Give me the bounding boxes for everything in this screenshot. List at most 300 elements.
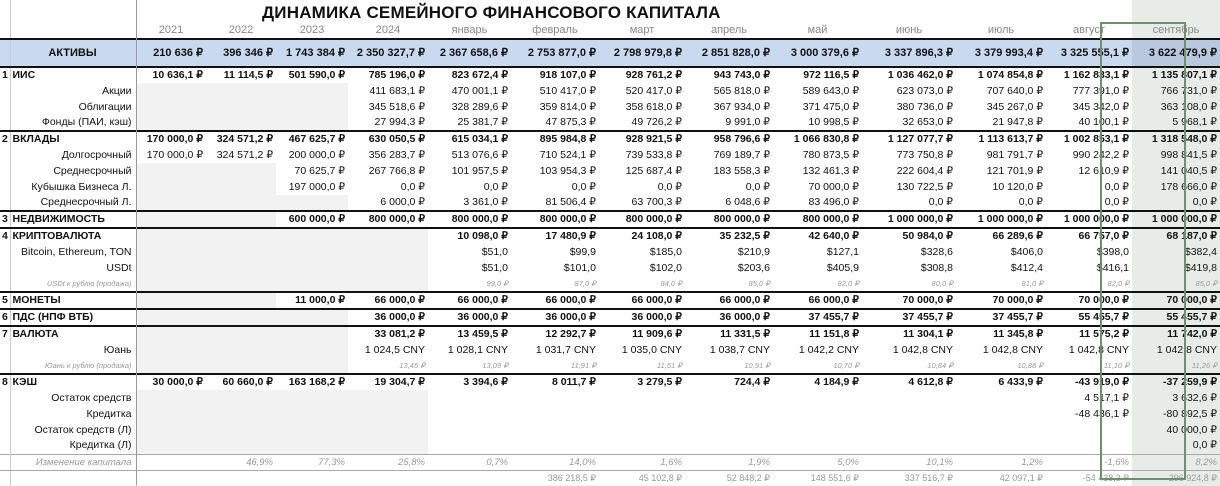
value-cell[interactable]: 513 076,6 ₽ — [451, 148, 508, 161]
row-label[interactable]: ПДС (НПФ ВТБ) — [10, 309, 136, 326]
value-cell[interactable]: $416,1 — [1096, 261, 1129, 274]
value-cell[interactable]: 40 100,1 ₽ — [1078, 116, 1129, 128]
value-cell[interactable] — [348, 228, 428, 244]
value-cell[interactable]: 981 791,7 ₽ — [986, 148, 1043, 161]
value-cell[interactable]: 82,0 ₽ — [837, 279, 859, 288]
value-cell[interactable]: 10,91 ₽ — [744, 361, 770, 370]
value-cell[interactable]: 630 050,5 ₽ — [348, 131, 428, 147]
value-cell[interactable]: 800 000,0 ₽ — [511, 211, 599, 228]
assets-total-cell[interactable]: 3 379 993,4 ₽ — [956, 39, 1046, 67]
value-cell[interactable]: 800 000,0 ₽ — [348, 211, 428, 228]
value-cell[interactable] — [773, 422, 862, 438]
value-cell[interactable]: 1 000 000,0 ₽ — [862, 211, 956, 228]
savings-cell[interactable] — [136, 470, 206, 486]
column-header[interactable]: 2021 — [158, 24, 184, 36]
change-cell[interactable]: 25,8% — [348, 454, 428, 470]
row-label[interactable]: Остаток средств (Л) — [10, 422, 136, 438]
value-cell[interactable] — [773, 406, 862, 422]
value-cell[interactable]: 70 000,0 ₽ — [862, 292, 956, 309]
value-cell[interactable]: $398,0 — [1096, 245, 1129, 258]
value-cell[interactable] — [276, 228, 348, 244]
value-cell[interactable]: 990 242,2 ₽ — [1072, 148, 1129, 161]
row-label[interactable]: Среднесрочный Л. — [10, 195, 136, 211]
column-header[interactable]: май — [807, 24, 828, 36]
value-cell[interactable]: 766 731,0 ₽ — [1132, 83, 1220, 99]
value-cell[interactable]: 66 289,6 ₽ — [956, 228, 1046, 244]
savings-cell[interactable]: 296 924,8 ₽ — [1132, 470, 1220, 486]
value-cell[interactable]: 36 000,0 ₽ — [685, 309, 773, 326]
change-cell[interactable]: 1,9% — [685, 454, 773, 470]
value-cell[interactable]: 130 722,5 ₽ — [896, 180, 953, 193]
value-cell[interactable]: 63 700,3 ₽ — [631, 196, 682, 208]
value-cell[interactable] — [685, 390, 773, 406]
value-cell[interactable] — [348, 244, 428, 260]
value-cell[interactable] — [276, 83, 348, 99]
value-cell[interactable]: 103 954,3 ₽ — [539, 164, 596, 177]
value-cell[interactable]: 1 113 613,7 ₽ — [956, 131, 1046, 147]
savings-cell[interactable]: 386 218,5 ₽ — [547, 472, 596, 483]
value-cell[interactable]: 1 035,0 CNY — [621, 343, 682, 356]
savings-cell[interactable] — [206, 470, 276, 486]
value-cell[interactable]: $203,6 — [737, 261, 770, 274]
value-cell[interactable]: 1 135 807,1 ₽ — [1132, 67, 1220, 83]
column-header[interactable]: июль — [987, 24, 1015, 36]
change-cell[interactable]: -1,6% — [1046, 454, 1132, 470]
assets-total-cell[interactable]: 2 851 828,0 ₽ — [685, 39, 773, 67]
value-cell[interactable]: 1 000 000,0 ₽ — [1132, 211, 1220, 228]
value-cell[interactable]: 13 459,5 ₽ — [428, 326, 511, 342]
assets-label[interactable]: АКТИВЫ — [10, 39, 136, 67]
value-cell[interactable]: $185,0 — [649, 245, 682, 258]
value-cell[interactable]: 510 417,0 ₽ — [539, 84, 596, 97]
value-cell[interactable] — [276, 276, 348, 292]
value-cell[interactable]: 132 461,3 ₽ — [802, 164, 859, 177]
value-cell[interactable] — [136, 115, 206, 131]
value-cell[interactable] — [206, 292, 276, 309]
value-cell[interactable]: 66 000,0 ₽ — [428, 292, 511, 309]
cell[interactable] — [348, 0, 428, 21]
value-cell[interactable]: 10,88 ₽ — [1017, 361, 1043, 370]
value-cell[interactable]: 49 726,2 ₽ — [631, 116, 682, 128]
savings-cell[interactable] — [428, 470, 511, 486]
value-cell[interactable] — [206, 244, 276, 260]
value-cell[interactable]: 1 038,7 CNY — [709, 343, 770, 356]
cell[interactable] — [1046, 0, 1132, 21]
value-cell[interactable] — [136, 358, 206, 374]
value-cell[interactable] — [136, 195, 206, 211]
value-cell[interactable]: 0,0 ₽ — [1132, 438, 1220, 454]
value-cell[interactable] — [276, 115, 348, 131]
value-cell[interactable] — [136, 179, 206, 195]
column-header[interactable]: 2023 — [299, 24, 325, 36]
value-cell[interactable] — [206, 99, 276, 115]
value-cell[interactable]: 178 666,0 ₽ — [1132, 179, 1220, 195]
value-cell[interactable] — [206, 83, 276, 99]
change-cell[interactable]: 14,0% — [511, 454, 599, 470]
value-cell[interactable]: 12 610,9 ₽ — [1078, 164, 1129, 177]
value-cell[interactable]: 345 518,6 ₽ — [368, 100, 425, 113]
value-cell[interactable]: 50 984,0 ₽ — [862, 228, 956, 244]
value-cell[interactable]: 773 750,8 ₽ — [896, 148, 953, 161]
value-cell[interactable]: 4 517,1 ₽ — [1084, 391, 1129, 404]
value-cell[interactable]: 1 162 833,1 ₽ — [1046, 67, 1132, 83]
value-cell[interactable]: 4 612,8 ₽ — [862, 374, 956, 390]
value-cell[interactable]: 11 114,5 ₽ — [206, 67, 276, 83]
value-cell[interactable]: 0,0 ₽ — [745, 180, 770, 193]
value-cell[interactable]: 918 107,0 ₽ — [511, 67, 599, 83]
value-cell[interactable]: 380 736,0 ₽ — [896, 100, 953, 113]
row-label[interactable]: ИИС — [10, 67, 136, 83]
row-label[interactable]: ВКЛАДЫ — [10, 131, 136, 147]
value-cell[interactable] — [348, 260, 428, 276]
value-cell[interactable]: 623 073,0 ₽ — [896, 84, 953, 97]
value-cell[interactable]: $382,4 — [1132, 244, 1220, 260]
row-label[interactable]: МОНЕТЫ — [10, 292, 136, 309]
value-cell[interactable]: 13,09 ₽ — [482, 361, 508, 370]
cell[interactable] — [206, 0, 276, 21]
value-cell[interactable]: $102,0 — [649, 261, 682, 274]
value-cell[interactable] — [956, 438, 1046, 454]
value-cell[interactable]: 707 640,0 ₽ — [986, 84, 1043, 97]
value-cell[interactable]: 19 304,7 ₽ — [348, 374, 428, 390]
value-cell[interactable]: 1 042,8 CNY — [982, 343, 1043, 356]
value-cell[interactable] — [348, 406, 428, 422]
value-cell[interactable]: 32 653,0 ₽ — [902, 116, 953, 128]
value-cell[interactable]: 11 909,6 ₽ — [599, 326, 685, 342]
value-cell[interactable] — [428, 406, 511, 422]
change-cell[interactable]: 1,6% — [599, 454, 685, 470]
row-label[interactable]: Кредитка — [10, 406, 136, 422]
value-cell[interactable] — [348, 422, 428, 438]
value-cell[interactable]: 85,0 ₽ — [1132, 276, 1220, 292]
row-label[interactable]: Облигации — [10, 99, 136, 115]
value-cell[interactable] — [685, 438, 773, 454]
value-cell[interactable]: 1 042,8 CNY — [1132, 342, 1220, 358]
value-cell[interactable] — [599, 390, 685, 406]
value-cell[interactable]: 769 189,7 ₽ — [713, 148, 770, 161]
value-cell[interactable]: 70 000,0 ₽ — [956, 292, 1046, 309]
value-cell[interactable]: 324 571,2 ₽ — [216, 148, 273, 161]
value-cell[interactable]: 66 000,0 ₽ — [685, 292, 773, 309]
value-cell[interactable]: 501 590,0 ₽ — [276, 67, 348, 83]
value-cell[interactable]: 823 672,4 ₽ — [428, 67, 511, 83]
value-cell[interactable]: 345 267,0 ₽ — [986, 100, 1043, 113]
value-cell[interactable] — [599, 422, 685, 438]
value-cell[interactable] — [136, 406, 206, 422]
value-cell[interactable] — [206, 390, 276, 406]
value-cell[interactable] — [206, 179, 276, 195]
value-cell[interactable]: 5 968,1 ₽ — [1132, 115, 1220, 131]
value-cell[interactable] — [428, 422, 511, 438]
value-cell[interactable]: 1 066 830,8 ₽ — [773, 131, 862, 147]
value-cell[interactable] — [276, 438, 348, 454]
value-cell[interactable]: 66 000,0 ₽ — [348, 292, 428, 309]
value-cell[interactable]: 0,0 ₽ — [1018, 196, 1043, 208]
column-header[interactable]: сентябрь — [1132, 21, 1220, 39]
value-cell[interactable]: 30 000,0 ₽ — [136, 374, 206, 390]
value-cell[interactable]: 777 391,0 ₽ — [1072, 84, 1129, 97]
value-cell[interactable]: 3 361,0 ₽ — [463, 196, 508, 208]
assets-total-cell[interactable]: 3 337 896,3 ₽ — [862, 39, 956, 67]
value-cell[interactable] — [956, 422, 1046, 438]
value-cell[interactable]: 11 304,1 ₽ — [862, 326, 956, 342]
cell[interactable] — [428, 0, 511, 21]
value-cell[interactable]: 1 024,5 CNY — [364, 343, 425, 356]
value-cell[interactable] — [206, 358, 276, 374]
value-cell[interactable]: 25 381,7 ₽ — [457, 116, 508, 128]
value-cell[interactable] — [136, 99, 206, 115]
value-cell[interactable] — [276, 195, 348, 211]
assets-total-cell[interactable]: 210 636 ₽ — [136, 39, 206, 67]
savings-cell[interactable] — [276, 470, 348, 486]
column-header[interactable]: январь — [451, 24, 488, 36]
value-cell[interactable] — [206, 115, 276, 131]
value-cell[interactable]: 0,0 ₽ — [400, 180, 425, 193]
assets-total-cell[interactable]: 1 743 384 ₽ — [276, 39, 348, 67]
cell[interactable] — [136, 0, 206, 21]
value-cell[interactable]: 70 000,0 ₽ — [1046, 292, 1132, 309]
value-cell[interactable]: 739 533,8 ₽ — [625, 148, 682, 161]
value-cell[interactable]: 800 000,0 ₽ — [685, 211, 773, 228]
value-cell[interactable]: 958 796,6 ₽ — [685, 131, 773, 147]
row-label[interactable]: КЭШ — [10, 374, 136, 390]
value-cell[interactable]: 81 506,4 ₽ — [545, 196, 596, 208]
value-cell[interactable]: $406,0 — [1010, 245, 1043, 258]
value-cell[interactable] — [206, 406, 276, 422]
savings-cell[interactable] — [348, 470, 428, 486]
value-cell[interactable]: 565 818,0 ₽ — [713, 84, 770, 97]
value-cell[interactable]: 9 991,0 ₽ — [725, 116, 770, 128]
value-cell[interactable]: 1 074 854,8 ₽ — [956, 67, 1046, 83]
value-cell[interactable]: 371 475,0 ₽ — [802, 100, 859, 113]
value-cell[interactable] — [276, 99, 348, 115]
value-cell[interactable]: 785 196,0 ₽ — [348, 67, 428, 83]
value-cell[interactable]: 17 480,9 ₽ — [511, 228, 599, 244]
value-cell[interactable]: 6 000,0 ₽ — [380, 196, 425, 208]
value-cell[interactable]: 27 994,3 ₽ — [374, 116, 425, 128]
row-label[interactable]: Юань к рублю (продажа) — [10, 358, 136, 374]
assets-total-cell[interactable]: 2 753 877,0 ₽ — [511, 39, 599, 67]
value-cell[interactable]: 81,0 ₽ — [1021, 279, 1043, 288]
value-cell[interactable]: 60 660,0 ₽ — [206, 374, 276, 390]
cell[interactable] — [276, 0, 348, 21]
change-cell[interactable] — [136, 454, 206, 470]
row-label[interactable]: USDt — [10, 260, 136, 276]
value-cell[interactable]: 121 701,9 ₽ — [986, 164, 1043, 177]
value-cell[interactable]: 55 455,7 ₽ — [1132, 309, 1220, 326]
row-label[interactable]: Юань — [10, 342, 136, 358]
value-cell[interactable] — [206, 309, 276, 326]
value-cell[interactable]: 1 028,1 CNY — [447, 343, 508, 356]
row-label[interactable]: Долгосрочный — [10, 147, 136, 163]
value-cell[interactable]: 800 000,0 ₽ — [599, 211, 685, 228]
value-cell[interactable]: 998 841,5 ₽ — [1132, 147, 1220, 163]
value-cell[interactable] — [136, 390, 206, 406]
value-cell[interactable]: 11,91 ₽ — [570, 361, 596, 370]
value-cell[interactable]: 66 757,0 ₽ — [1046, 228, 1132, 244]
value-cell[interactable] — [511, 438, 599, 454]
value-cell[interactable]: 928 761,2 ₽ — [599, 67, 685, 83]
value-cell[interactable]: 36 000,0 ₽ — [511, 309, 599, 326]
value-cell[interactable] — [136, 342, 206, 358]
value-cell[interactable] — [206, 228, 276, 244]
value-cell[interactable]: 1 000 000,0 ₽ — [956, 211, 1046, 228]
savings-cell[interactable]: 52 848,2 ₽ — [726, 472, 770, 483]
value-cell[interactable]: 589 643,0 ₽ — [802, 84, 859, 97]
value-cell[interactable] — [511, 390, 599, 406]
value-cell[interactable] — [206, 276, 276, 292]
value-cell[interactable] — [276, 309, 348, 326]
change-cell[interactable]: 8,2% — [1132, 454, 1220, 470]
value-cell[interactable]: 359 814,0 ₽ — [539, 100, 596, 113]
value-cell[interactable]: 1 042,2 CNY — [798, 343, 859, 356]
value-cell[interactable]: $412,4 — [1010, 261, 1043, 274]
cell[interactable] — [511, 0, 599, 21]
value-cell[interactable]: 10 636,1 ₽ — [136, 67, 206, 83]
savings-cell[interactable]: 45 102,8 ₽ — [638, 472, 682, 483]
row-label[interactable]: Кубышка Бизнеса Л. — [10, 179, 136, 195]
value-cell[interactable]: 70 000,0 ₽ — [808, 180, 859, 193]
row-label[interactable]: Среднесрочный — [10, 163, 136, 179]
row-label[interactable]: Остаток средств — [10, 390, 136, 406]
row-label[interactable]: Bitcoin, Ethereum, TON — [10, 244, 136, 260]
value-cell[interactable] — [276, 342, 348, 358]
row-label[interactable]: КРИПТОВАЛЮТА — [10, 228, 136, 244]
value-cell[interactable] — [348, 276, 428, 292]
value-cell[interactable] — [685, 422, 773, 438]
cell[interactable] — [862, 0, 956, 21]
value-cell[interactable]: 1 042,8 CNY — [1068, 343, 1129, 356]
value-cell[interactable]: 37 455,7 ₽ — [773, 309, 862, 326]
value-cell[interactable]: 0,0 ₽ — [928, 196, 953, 208]
value-cell[interactable] — [206, 260, 276, 276]
value-cell[interactable]: $127,1 — [826, 245, 859, 258]
value-cell[interactable] — [1046, 422, 1132, 438]
value-cell[interactable]: 197 000,0 ₽ — [288, 180, 345, 193]
value-cell[interactable]: 10,84 ₽ — [927, 361, 953, 370]
value-cell[interactable]: 87,0 ₽ — [574, 279, 596, 288]
value-cell[interactable]: 324 571,2 ₽ — [206, 131, 276, 147]
value-cell[interactable]: 1 042,8 CNY — [892, 343, 953, 356]
value-cell[interactable]: $51,0 — [481, 245, 508, 258]
value-cell[interactable]: 37 455,7 ₽ — [956, 309, 1046, 326]
value-cell[interactable]: 10 098,0 ₽ — [428, 228, 511, 244]
value-cell[interactable] — [136, 211, 206, 228]
value-cell[interactable]: 11 345,8 ₽ — [956, 326, 1046, 342]
value-cell[interactable]: 470 001,1 ₽ — [451, 84, 508, 97]
value-cell[interactable]: $419,8 — [1132, 260, 1220, 276]
value-cell[interactable]: 11 575,2 ₽ — [1046, 326, 1132, 342]
change-cell[interactable]: 46,9% — [206, 454, 276, 470]
value-cell[interactable]: $99,9 — [569, 245, 596, 258]
row-label[interactable]: Акции — [10, 83, 136, 99]
value-cell[interactable]: 66 000,0 ₽ — [511, 292, 599, 309]
value-cell[interactable]: $328,6 — [920, 245, 953, 258]
value-cell[interactable] — [276, 358, 348, 374]
cell[interactable] — [685, 0, 773, 21]
value-cell[interactable]: 12 292,7 ₽ — [511, 326, 599, 342]
value-cell[interactable]: $308,8 — [920, 261, 953, 274]
value-cell[interactable]: 70 625,7 ₽ — [294, 164, 345, 177]
value-cell[interactable]: 724,4 ₽ — [685, 374, 773, 390]
value-cell[interactable]: 615 034,1 ₽ — [428, 131, 511, 147]
value-cell[interactable] — [276, 422, 348, 438]
value-cell[interactable]: 36 000,0 ₽ — [599, 309, 685, 326]
column-header[interactable]: 2024 — [375, 24, 401, 36]
assets-total-cell[interactable]: 3 325 555,1 ₽ — [1046, 39, 1132, 67]
value-cell[interactable] — [206, 438, 276, 454]
value-cell[interactable] — [276, 326, 348, 342]
value-cell[interactable]: 10 120,0 ₽ — [992, 180, 1043, 193]
value-cell[interactable] — [136, 309, 206, 326]
column-header[interactable]: апрель — [710, 24, 748, 36]
value-cell[interactable] — [599, 406, 685, 422]
value-cell[interactable] — [136, 422, 206, 438]
value-cell[interactable]: $405,9 — [826, 261, 859, 274]
value-cell[interactable] — [956, 406, 1046, 422]
value-cell[interactable]: 24 108,0 ₽ — [599, 228, 685, 244]
value-cell[interactable]: 99,0 ₽ — [486, 279, 508, 288]
value-cell[interactable] — [206, 342, 276, 358]
value-cell[interactable] — [956, 390, 1046, 406]
value-cell[interactable]: -37 259,9 ₽ — [1132, 374, 1220, 390]
value-cell[interactable]: 222 604,4 ₽ — [896, 164, 953, 177]
value-cell[interactable] — [276, 244, 348, 260]
value-cell[interactable]: 3 394,6 ₽ — [428, 374, 511, 390]
value-cell[interactable]: 0,0 ₽ — [571, 180, 596, 193]
value-cell[interactable]: 101 957,5 ₽ — [451, 164, 508, 177]
change-cell[interactable]: 77,3% — [276, 454, 348, 470]
value-cell[interactable] — [206, 422, 276, 438]
value-cell[interactable]: 47 875,3 ₽ — [545, 116, 596, 128]
value-cell[interactable]: 520 417,0 ₽ — [625, 84, 682, 97]
value-cell[interactable]: 6 048,6 ₽ — [725, 196, 770, 208]
value-cell[interactable]: 183 558,3 ₽ — [713, 164, 770, 177]
value-cell[interactable]: 1 318 548,0 ₽ — [1132, 131, 1220, 147]
value-cell[interactable]: $51,0 — [481, 261, 508, 274]
value-cell[interactable]: 467 625,7 ₽ — [276, 131, 348, 147]
savings-cell[interactable]: 337 516,7 ₽ — [904, 472, 953, 483]
value-cell[interactable]: 36 000,0 ₽ — [428, 309, 511, 326]
value-cell[interactable]: 170 000,0 ₽ — [146, 148, 203, 161]
value-cell[interactable]: 13,45 ₽ — [399, 361, 425, 370]
row-label[interactable]: USDt к рублю (продажа) — [10, 276, 136, 292]
value-cell[interactable]: 80,0 ₽ — [931, 279, 953, 288]
value-cell[interactable]: 125 687,4 ₽ — [625, 164, 682, 177]
cell[interactable] — [773, 0, 862, 21]
value-cell[interactable]: 1 127 077,7 ₽ — [862, 131, 956, 147]
value-cell[interactable]: 3 632,6 ₽ — [1132, 390, 1220, 406]
value-cell[interactable]: 1 036 462,0 ₽ — [862, 67, 956, 83]
value-cell[interactable] — [136, 276, 206, 292]
assets-total-cell[interactable]: 3 000 379,6 ₽ — [773, 39, 862, 67]
value-cell[interactable]: -43 919,0 ₽ — [1046, 374, 1132, 390]
value-cell[interactable]: 170 000,0 ₽ — [136, 131, 206, 147]
value-cell[interactable] — [136, 228, 206, 244]
row-label[interactable]: НЕДВИЖИМОСТЬ — [10, 211, 136, 228]
value-cell[interactable] — [206, 326, 276, 342]
value-cell[interactable] — [685, 406, 773, 422]
value-cell[interactable] — [862, 422, 956, 438]
assets-total-cell[interactable]: 396 346 ₽ — [206, 39, 276, 67]
value-cell[interactable]: 11 000,0 ₽ — [276, 292, 348, 309]
value-cell[interactable]: 1 031,7 CNY — [535, 343, 596, 356]
value-cell[interactable] — [773, 390, 862, 406]
row-label[interactable]: Кредитка (Л) — [10, 438, 136, 454]
value-cell[interactable]: 600 000,0 ₽ — [276, 211, 348, 228]
cell[interactable] — [956, 0, 1046, 21]
change-cell[interactable]: 10,1% — [862, 454, 956, 470]
